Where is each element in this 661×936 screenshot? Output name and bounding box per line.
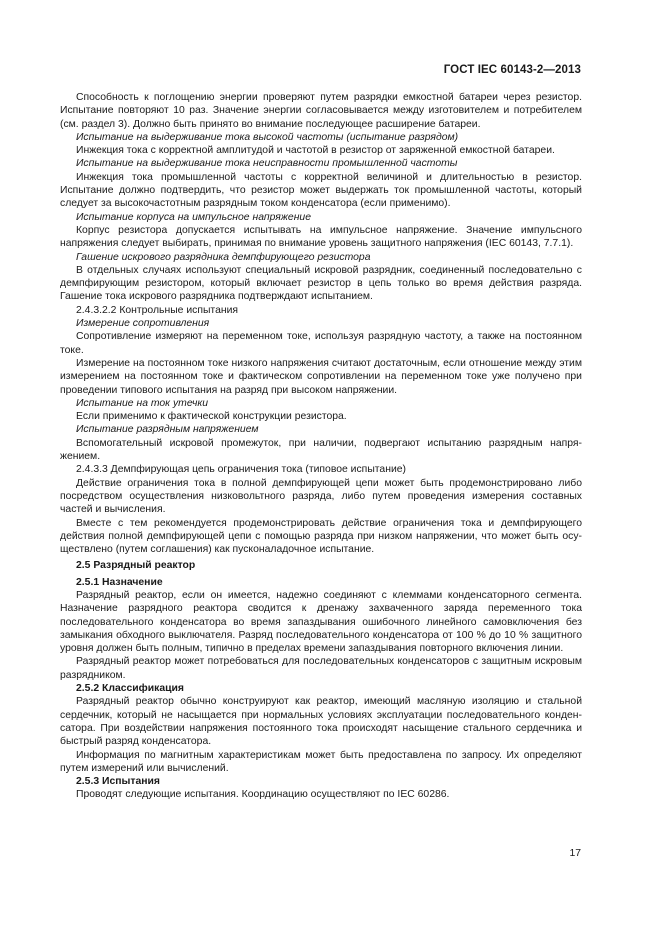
standard-id: ГОСТ IEC 60143-2—2013 bbox=[443, 64, 581, 76]
section-2-4-3-2-2: 2.4.3.2.2 Контрольные испытания bbox=[76, 304, 239, 316]
paragraph-resistance-dc: Измерение на постоянном токе низкого напряжения считают достаточным, если отношение между этим измерением на постоянном токе и фактическом сопротивлении на переменном токе уже получено при проведении типового испытания на разряд при высоком напряжении. bbox=[60, 357, 582, 396]
paragraph-demonstration: Вместе с тем рекомендуется продемонстрировать действие ограничения тока и демпфирующего действия полной демпфирующей цепи с помощью разряда при низком напряжении, что может быть осуществлено (путем соглашения) как пусконаладочное испытание. bbox=[60, 517, 582, 556]
paragraph-current-limiting: Действие ограничения тока в полной демпфирующей цепи может быть продемонстрировано либо посредством осуществления низковольтного разряда, либо путем проведения измерения составных частей и вычисления. bbox=[60, 477, 582, 516]
section-2-5-2-heading: 2.5.2 Классификация bbox=[76, 683, 184, 695]
section-2-4-3-3: 2.4.3.3 Демпфирующая цепь ограничения тока (типовое испытание) bbox=[76, 464, 406, 476]
paragraph-tests: Проводят следующие испытания. Координацию осуществляют по IEC 60286. bbox=[76, 789, 450, 801]
paragraph-magnetic-info: Информация по магнитным характеристикам может быть предоставлена по запросу. Их определяют путем измерений или вычислений. bbox=[60, 749, 582, 774]
paragraph-fault-injection: Инжекция тока промышленной частоты с корректной величиной и длительностью в резистор. Испытание должно подтвердить, что резистор может выдержать ток промышленной частоты, который следует за высокочастотным разрядным током конденсатора (если применимо). bbox=[60, 171, 582, 210]
paragraph-spark-gap: В отдельных случаях используют специальный искровой разрядник, соединенный последовательно с демпфирующим резистором, который включает резистор в цепь только во время действия разряда. Гашение тока искрового разрядника подтверждают испытанием. bbox=[60, 264, 582, 303]
paragraph-leakage: Если применимо к фактической конструкции резистора. bbox=[76, 411, 347, 423]
section-2-5-heading: 2.5 Разрядный реактор bbox=[76, 560, 196, 572]
test-title-resistance: Измерение сопротивления bbox=[76, 318, 210, 330]
paragraph-reactor-purpose: Разрядный реактор, если он имеется, надежно соединяют с клеммами конденсаторного сегмента. Назначение разрядного реактора сводится к дренажу захваченного заряда переменного тока последовательного конденсатора во время запаздывания ошибочного линейного самовключения без замыкания обходного выключателя. Разряд последовательного конденсатора от 100 % до 10 % защитного уровня должен быть полным, типично в пределах времени запаздывания повторного включения линии. bbox=[60, 589, 582, 655]
test-title-leakage: Испытание на ток утечки bbox=[76, 397, 209, 409]
test-title-enclosure-impulse: Испытание корпуса на импульсное напряжение bbox=[76, 211, 311, 223]
test-title-hf-current: Испытание на выдерживание тока высокой частоты (испытание разрядом) bbox=[76, 131, 459, 143]
test-title-discharge-voltage: Испытание разрядным напряжением bbox=[76, 424, 259, 436]
document-body bbox=[60, 91, 582, 802]
paragraph-energy-absorption: Способность к поглощению энергии проверяют путем разрядки емкостной батареи через резистор. Испытание повторяют 10 раз. Значение энергии согласовывается между изготовителем и потребителем (см. раздел 3). Должно быть принято во внимание последующее расширение батареи. bbox=[60, 92, 582, 130]
section-2-5-1-heading: 2.5.1 Назначение bbox=[76, 576, 163, 588]
section-2-5-3-heading: 2.5.3 Испытания bbox=[76, 776, 160, 788]
paragraph-reactor-need: Разрядный реактор может потребоваться для последовательных конденсаторов с защитным искровым разрядником. bbox=[60, 656, 582, 681]
paragraph-discharge-voltage: Вспомогательный искровой промежуток, при наличии, подвергают испытанию разрядным напряжением. bbox=[60, 437, 582, 463]
test-title-fault-current: Испытание на выдерживание тока неисправности промышленной частоты bbox=[76, 158, 458, 170]
page-number: 17 bbox=[569, 848, 581, 859]
paragraph-reactor-construction: Разрядный реактор обычно конструируют как реактор, имеющий масляную изоляцию и стальной сердечник, который не насыщается при нормальных условиях эксплуатации последовательного конденсатора. При воздействии напряжения постоянного тока происходят насыщение стального сердечника и быстрый разряд конденсатора. bbox=[60, 696, 582, 748]
paragraph-enclosure-impulse: Корпус резистора допускается испытывать на импульсное напряжение. Значение импульсного напряжения следует выбирать, принимая по внимание уровень защитного напряжения (IEC 60143, 7.7.1). bbox=[60, 224, 582, 250]
paragraph-resistance-ac: Сопротивление измеряют на переменном токе, используя разрядную частоту, а также на постоянном токе. bbox=[60, 331, 582, 356]
paragraph-hf-injection: Инжекция тока с корректной амплитудой и частотой в резистор от заряженной емкостной батареи. bbox=[76, 145, 555, 157]
test-title-spark-gap: Гашение искрового разрядника демпфирующего резистора bbox=[76, 251, 371, 263]
